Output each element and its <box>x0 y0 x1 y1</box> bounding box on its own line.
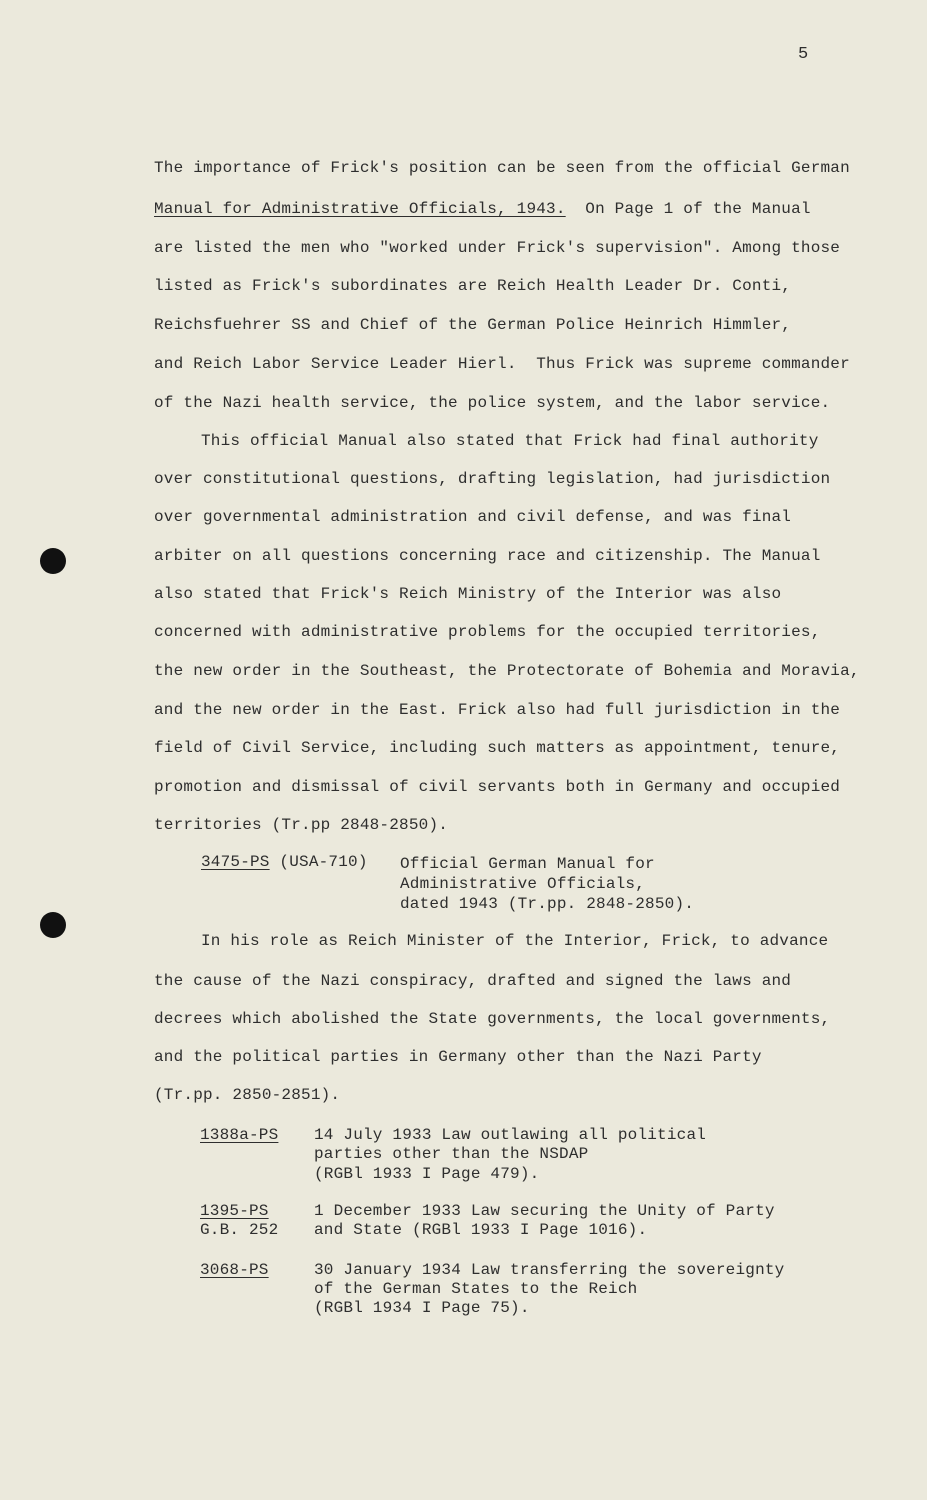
exhibit-ref: (USA-710) <box>269 853 368 871</box>
citation-ref <box>201 852 368 872</box>
text-line: and Reich Labor Service Leader Hierl. Thus Frick was supreme commander <box>154 355 850 373</box>
citation-line: Official German Manual for <box>400 855 655 873</box>
text-span: On Page 1 of the Manual <box>565 200 811 218</box>
text-line: In his role as Reich Minister of the Interior, Frick, to advance <box>201 932 829 950</box>
text-line: over constitutional questions, drafting legislation, had jurisdiction <box>154 470 831 488</box>
text-line: Reichsfuehrer SS and Chief of the German Police Heinrich Himmler, <box>154 316 792 334</box>
citation-line: of the German States to the Reich <box>314 1280 638 1298</box>
document-ref: 1388a-PS <box>200 1126 279 1144</box>
text-line: and the political parties in Germany other than the Nazi Party <box>154 1048 762 1066</box>
text-line <box>154 199 811 219</box>
citation-line: Administrative Officials, <box>400 875 646 893</box>
citation-line: 30 January 1934 Law transferring the sovereignty <box>314 1261 785 1279</box>
text-line: This official Manual also stated that Frick had final authority <box>201 432 819 450</box>
text-line: are listed the men who "worked under Frick's supervision". Among those <box>154 239 841 257</box>
citation-line: dated 1943 (Tr.pp. 2848-2850). <box>400 895 695 913</box>
punch-hole <box>40 912 66 938</box>
citation-line: 1 December 1933 Law securing the Unity of Party <box>314 1202 775 1220</box>
text-line: the new order in the Southeast, the Protectorate of Bohemia and Moravia, <box>154 662 860 680</box>
manual-title: Manual for Administrative Officials, 1943. <box>154 200 566 218</box>
citation-line: parties other than the NSDAP <box>314 1145 589 1163</box>
text-line: arbiter on all questions concerning race and citizenship. The Manual <box>154 547 821 565</box>
text-line: field of Civil Service, including such matters as appointment, tenure, <box>154 739 841 757</box>
text-line: of the Nazi health service, the police system, and the labor service. <box>154 394 831 412</box>
citation-line: (RGBl 1933 I Page 479). <box>314 1165 540 1183</box>
exhibit-ref: G.B. 252 <box>200 1221 279 1239</box>
page-number: 5 <box>798 45 809 64</box>
text-line: The importance of Frick's position can be seen from the official German <box>154 159 850 177</box>
citation-line: and State (RGBl 1933 I Page 1016). <box>314 1221 648 1239</box>
text-line: the cause of the Nazi conspiracy, drafted and signed the laws and <box>154 972 792 990</box>
text-line: decrees which abolished the State governments, the local governments, <box>154 1010 831 1028</box>
document-ref: 3475-PS <box>201 853 270 871</box>
text-line: and the new order in the East. Frick also had full jurisdiction in the <box>154 701 841 719</box>
citation-line: (RGBl 1934 I Page 75). <box>314 1299 530 1317</box>
text-line: also stated that Frick's Reich Ministry of the Interior was also <box>154 585 782 603</box>
text-line: territories (Tr.pp 2848-2850). <box>154 816 449 834</box>
document-ref: 3068-PS <box>200 1261 269 1279</box>
text-line: promotion and dismissal of civil servants both in Germany and occupied <box>154 778 841 796</box>
text-line: concerned with administrative problems for the occupied territories, <box>154 623 821 641</box>
text-line: listed as Frick's subordinates are Reich Health Leader Dr. Conti, <box>154 277 792 295</box>
document-ref: 1395-PS <box>200 1202 269 1220</box>
punch-hole <box>40 548 66 574</box>
citation-line: 14 July 1933 Law outlawing all political <box>314 1126 707 1144</box>
text-line: (Tr.pp. 2850-2851). <box>154 1086 341 1104</box>
text-line: over governmental administration and civil defense, and was final <box>154 508 792 526</box>
